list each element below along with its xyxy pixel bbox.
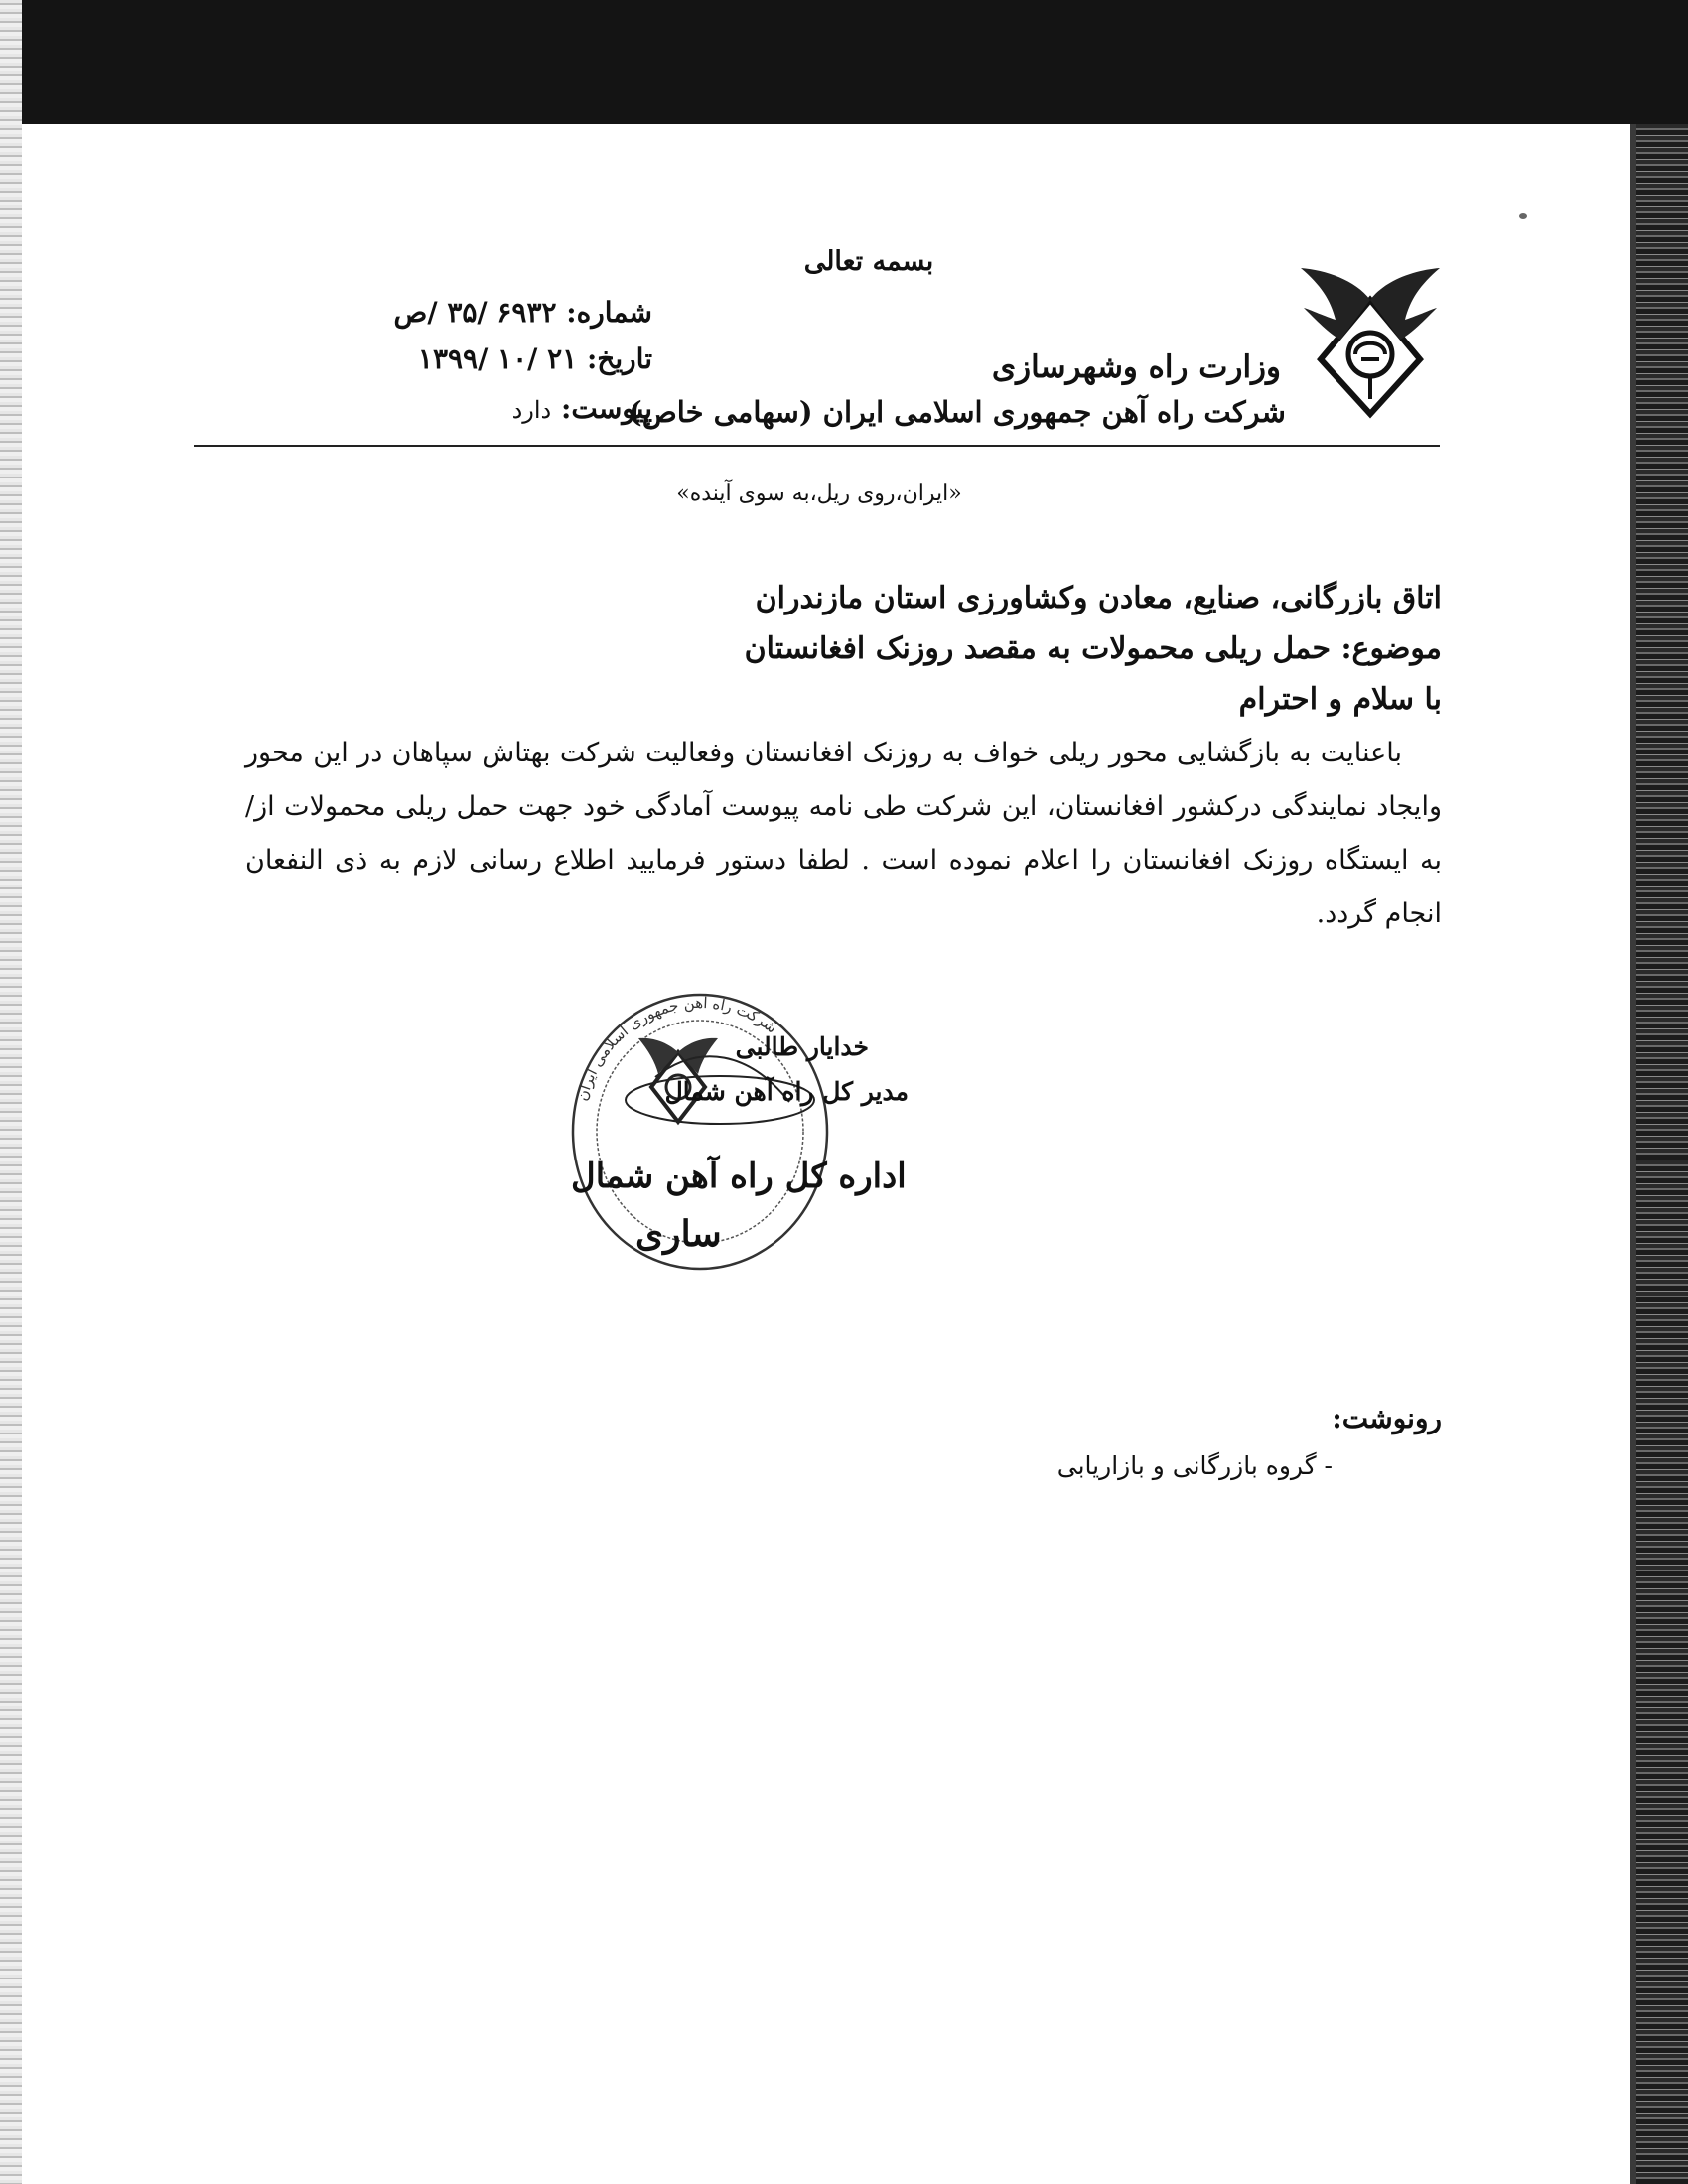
letter-number — [393, 296, 652, 329]
letter-date-label: تاریخ: — [586, 342, 652, 375]
cc-item: - گروه بازرگانی و بازاریابی — [1056, 1451, 1333, 1480]
letter-number-label: شماره: — [566, 296, 652, 329]
letter-number-value: ۶۹۳۲ /۳۵ /ص — [393, 296, 557, 329]
greeting-line: با سلام و احترام — [1238, 682, 1442, 717]
ministry-name: وزارت راه وشهرسازی — [991, 349, 1281, 385]
winged-railway-emblem-icon — [1296, 260, 1445, 419]
letter-date — [418, 342, 652, 375]
scan-top-border — [0, 0, 1688, 124]
stamp-ring-text: شرکت راه آهن جمهوری اسلامی ایران — [572, 993, 781, 1103]
recipient-line: اتاق بازرگانی، صنایع، معادن وکشاورزی استان مازندران — [755, 581, 1442, 615]
scan-right-border — [1636, 124, 1688, 2184]
letter-attachment-label: پیوست: — [561, 392, 652, 425]
letter-date-value: ۲۱ /۱۰ /۱۳۹۹ — [417, 342, 578, 375]
signatory-name: خدایار طالبی — [735, 1032, 869, 1061]
company-name: شرکت راه آهن جمهوری اسلامی ایران (سهامی خاص) — [628, 395, 1286, 429]
letter-body-text: باعنایت به بازگشایی محور ریلی خواف به روزنک افغانستان وفعالیت شرکت بهتاش سپاهان در این محور وایجاد نمایندگی درکشور افغانستان، این شرکت طی نامه پیوست آمادگی خود جهت حمل ریلی محمولات از/به ایستگاه روزنک افغانستان را اعلام نموده است . لطفا دستور فرمایید اطلاع رسانی لازم به ذی النفعان انجام گردد. — [245, 738, 1442, 929]
scan-speck — [1519, 213, 1527, 219]
letter-attachment-value: دارد — [511, 396, 552, 424]
header-divider — [194, 445, 1440, 447]
signatory-title: مدیر کل راه آهن شمال — [664, 1077, 909, 1106]
scan-left-border — [0, 0, 22, 2184]
cc-label: رونوشت: — [1332, 1402, 1442, 1434]
slogan: «ایران،روی ریل،به سوی آینده» — [676, 481, 962, 506]
letter-body — [245, 727, 1442, 941]
stamp-office: اداره کل راه آهن شمال — [571, 1157, 907, 1196]
letter-attachment — [512, 392, 652, 425]
invocation-heading: بسمه تعالی — [803, 246, 934, 277]
subject-line: موضوع: حمل ریلی محمولات به مقصد روزنک افغانستان — [744, 631, 1442, 666]
stamp-city: ساری — [635, 1213, 722, 1255]
